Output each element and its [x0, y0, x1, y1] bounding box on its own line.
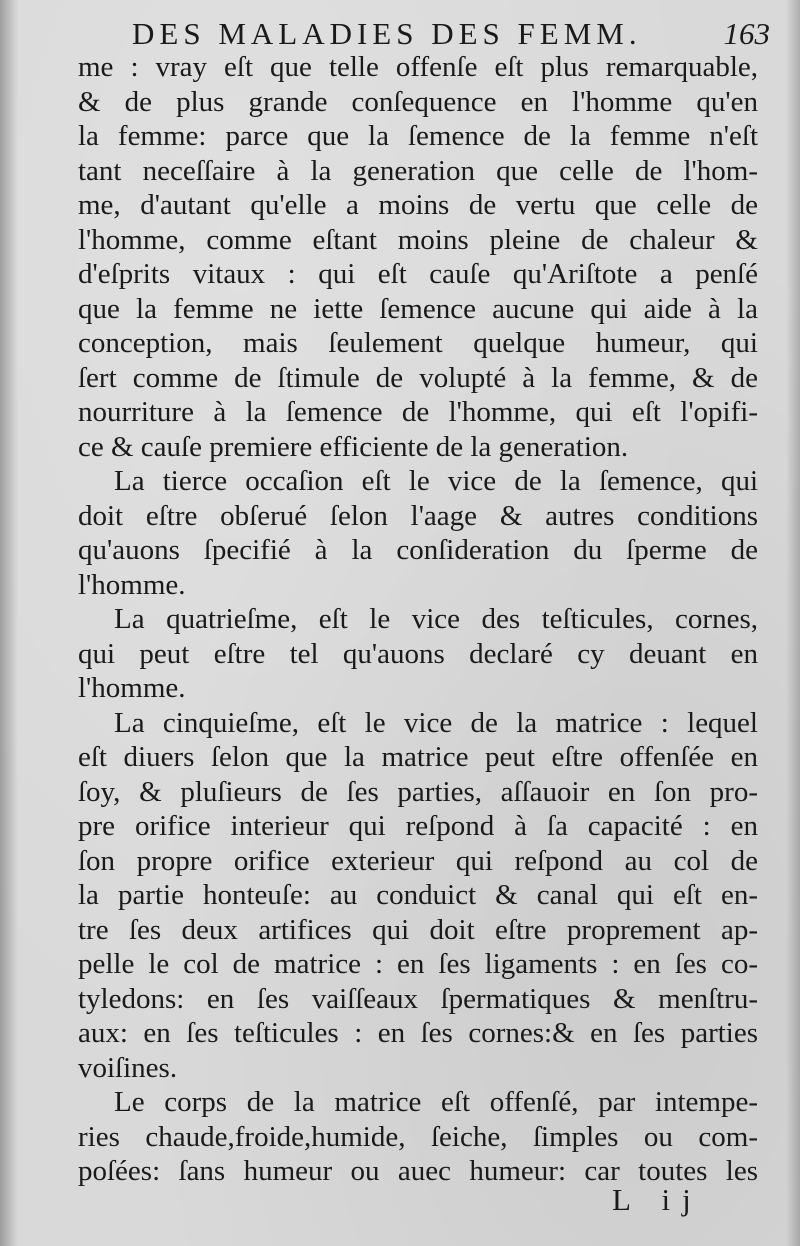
text-line: conception, mais ſeulement quelque humeur, qui	[78, 327, 758, 359]
text-line: eſt diuers ſelon que la matrice peut eſtre offenſée en	[78, 741, 758, 773]
text-line: pelle le col de matrice : en ſes ligaments : en ſes co-	[78, 948, 758, 980]
text-line: ries chaude,froide,humide, ſeiche, ſimples ou com-	[78, 1120, 758, 1153]
paragraph-2	[78, 464, 758, 602]
page-shadow-right	[786, 0, 800, 1246]
text-line: poſées: ſans humeur ou auec humeur: car toutes les	[78, 1155, 758, 1187]
text-line: qui peut eſtre tel qu'auons declaré cy deuant en	[78, 637, 758, 670]
text-line: l'homme.	[78, 568, 186, 601]
text-line: tre ſes deux artifices qui doit eſtre proprement ap-	[78, 913, 758, 946]
text-line: pre orifice interieur qui reſpond à ſa capacité : en	[78, 810, 758, 842]
text-line: l'homme.	[78, 672, 186, 704]
paragraph-1	[78, 50, 758, 464]
text-line: aux: en ſes teſticules : en ſes cornes:& en ſes parties	[78, 1017, 758, 1049]
text-line: ſoy, & pluſieurs de ſes parties, aſſauoir en ſon pro-	[78, 775, 758, 808]
paragraph-4	[78, 706, 758, 1086]
signature-mark: L ij	[612, 1182, 703, 1217]
text-line: la partie honteuſe: au conduict & canal qui eſt en-	[78, 879, 758, 911]
text-line: que la femme ne iette ſemence aucune qui aide à la	[78, 292, 758, 325]
text-line: l'homme, comme eſtant moins pleine de chaleur &	[78, 223, 758, 256]
text-line: La tierce occaſion eſt le vice de la ſemence, qui	[114, 465, 758, 497]
text-line: & de plus grande conſequence en l'homme qu'en	[78, 85, 758, 118]
paragraph-3	[78, 602, 758, 706]
text-line: doit eſtre obſerué ſelon l'aage & autres conditions	[78, 499, 758, 532]
body-text	[78, 50, 758, 1189]
text-line: la femme: parce que la ſemence de la femme n'eſt	[78, 120, 758, 152]
text-line: ce & cauſe premiere efficiente de la generation.	[78, 430, 629, 463]
text-line: ſert comme de ſtimule de volupté à la femme, & de	[78, 361, 758, 394]
text-line: me : vray eſt que telle offenſe eſt plus remarquable,	[78, 51, 758, 83]
text-line: tyledons: en ſes vaiſſeaux ſpermatiques & menſtru-	[78, 982, 758, 1015]
text-line: La quatrieſme, eſt le vice des teſticules, cornes,	[114, 603, 758, 635]
text-line: nourriture à la ſemence de l'homme, qui eſt l'opifi-	[78, 396, 758, 428]
running-title: DES MALADIES DES FEMM.	[132, 16, 642, 51]
text-line: Le corps de la matrice eſt offenſé, par intempe-	[114, 1086, 758, 1118]
text-line: qu'auons ſpecifié à la conſideration du ſperme de	[78, 534, 758, 566]
page-number: 163	[723, 16, 770, 51]
text-line: tant neceſſaire à la generation que celle de l'hom-	[78, 154, 758, 187]
text-line: ſon propre orifice exterieur qui reſpond au col de	[78, 844, 758, 877]
text-line: voiſines.	[78, 1051, 178, 1084]
text-line: La cinquieſme, eſt le vice de la matrice : lequel	[114, 706, 758, 739]
text-line: d'eſprits vitaux : qui eſt cauſe qu'Ariſtote a penſé	[78, 258, 758, 290]
text-line: me, d'autant qu'elle a moins de vertu que celle de	[78, 189, 758, 221]
paragraph-5	[78, 1085, 758, 1189]
page-shadow-left	[0, 0, 18, 1246]
